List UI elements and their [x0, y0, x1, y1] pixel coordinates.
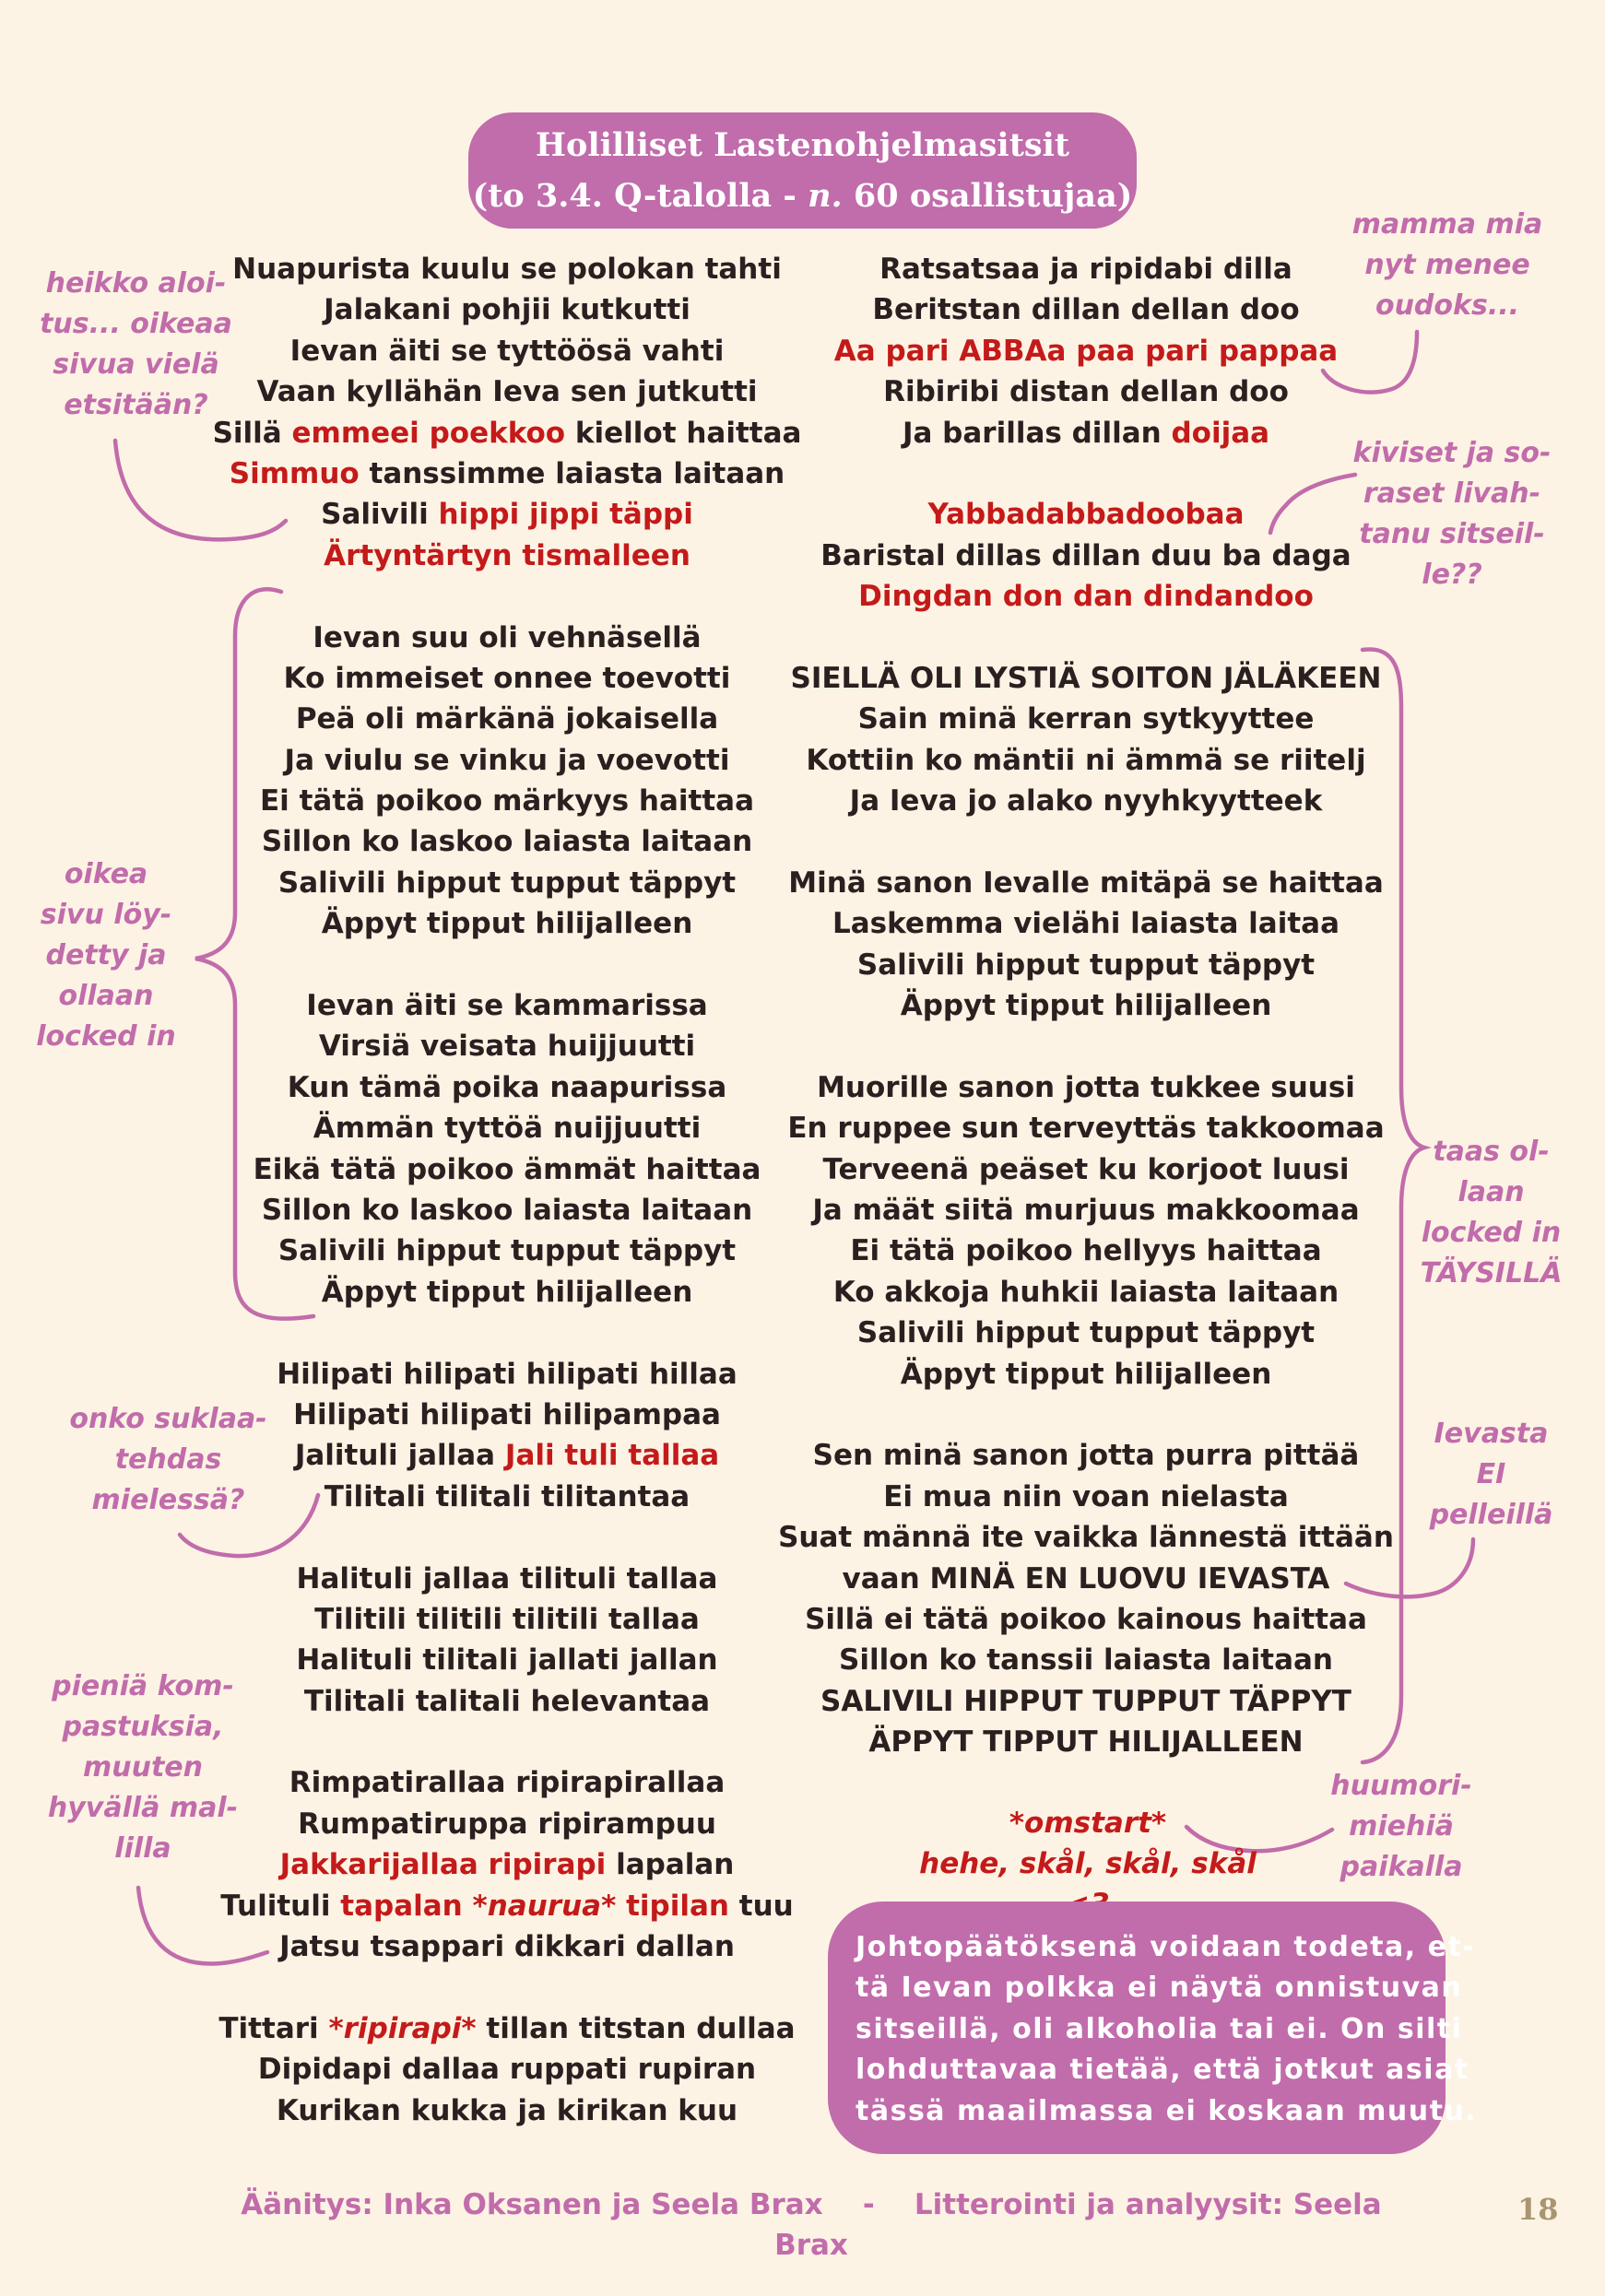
lyric-highlight: tapalan	[340, 1889, 473, 1923]
lyric-text: Sillon ko laskoo laiasta laitaan	[261, 1193, 753, 1227]
lyric-text: Salivili	[321, 498, 439, 532]
lyric-line	[773, 1722, 1399, 1762]
note-line: sivu löy-	[40, 899, 172, 931]
lyric-text: Suat männä ite vaikka lännestä ittään	[778, 1521, 1394, 1555]
lyric-text: Virsiä veisata huijjuutti	[318, 1030, 696, 1064]
note-line: locked in	[1421, 1217, 1562, 1249]
lyric-text: Peä oli märkänä jokaisella	[295, 702, 719, 736]
lyric-text: vaan MINÄ EN LUOVU IEVASTA	[842, 1561, 1330, 1595]
note-oikea	[18, 854, 194, 1057]
lyric-text: Nuapurista kuulu se polokan tahti	[232, 253, 782, 286]
note-line: EI	[1476, 1458, 1506, 1490]
lyric-line	[773, 1640, 1399, 1680]
omstart-line-2: hehe, skål, skål, skål	[919, 1847, 1257, 1880]
lyric-line	[773, 1067, 1399, 1108]
lyric-text: Vaan kyllähän Ieva sen jutkutti	[256, 375, 758, 409]
lyric-text: Äppyt tipput hilijalleen	[321, 907, 693, 941]
lyric-text: Jalakani pohjii kutkutti	[324, 293, 690, 327]
note-line: pastuksia,	[62, 1711, 224, 1743]
lyric-line	[773, 1681, 1399, 1722]
lyric-text: Kun tämä poika naapurissa	[287, 1070, 727, 1104]
lyric-highlight: hippi jippi täppi	[438, 498, 693, 532]
stanza-gap	[212, 945, 802, 985]
lyric-line	[212, 1395, 802, 1435]
title-line-1: Holilliset Lastenohjelmasitsit	[535, 126, 1070, 164]
note-line: lilla	[114, 1832, 171, 1865]
lyric-line	[212, 821, 802, 862]
lyric-text: Ribiribi distan dellan doo	[883, 375, 1289, 409]
lyric-line	[212, 1762, 802, 1803]
footer-credits	[240, 2184, 1383, 2266]
lyric-line	[773, 1230, 1399, 1271]
note-line: TÄYSILLÄ	[1420, 1257, 1563, 1289]
lyric-text: Ievan äiti se kammarissa	[306, 989, 708, 1023]
lyric-line	[773, 413, 1399, 453]
lyric-line	[773, 536, 1399, 576]
lyric-text: tanssimme laiasta laitaan	[359, 456, 785, 490]
lyric-highlight: doijaa	[1171, 416, 1270, 450]
lyric-text: Kurikan kukka ja kirikan kuu	[276, 2093, 738, 2127]
note-line: locked in	[36, 1020, 176, 1053]
lyric-line	[773, 1477, 1399, 1517]
footer-separator: -	[862, 2188, 875, 2221]
lyric-text: Sillon ko tanssii laiasta laitaan	[839, 1643, 1333, 1678]
note-huumori	[1309, 1766, 1493, 1888]
conclusion-box	[828, 1902, 1478, 2154]
note-line: onko suklaa-	[69, 1403, 267, 1435]
lyric-line	[773, 1190, 1399, 1230]
lyrics-right-column	[773, 249, 1399, 1762]
lyric-text: Dipidapi dallaa ruppati rupiran	[257, 2053, 757, 2087]
lyric-line	[212, 2090, 802, 2131]
lyric-line	[212, 1108, 802, 1148]
lyric-text: Salivili hipput tupput täppyt	[856, 1316, 1316, 1350]
page-number: 18	[1517, 2192, 1559, 2227]
note-line: le??	[1422, 559, 1482, 591]
lyric-line	[773, 371, 1399, 412]
lyric-text: Tilitali tilitali tilitantaa	[324, 1479, 690, 1513]
lyric-line	[773, 331, 1399, 371]
note-line: mamma mia	[1351, 208, 1543, 241]
lyric-text: En ruppee sun terveyttäs takkoomaa	[787, 1112, 1385, 1146]
lyric-text: Salivili hipput tupput täppyt	[277, 865, 737, 900]
lyric-line	[212, 1190, 802, 1230]
lyric-line	[773, 1435, 1399, 1476]
note-line: hyvällä mal-	[47, 1792, 239, 1824]
lyric-highlight: Dingdan don dan dindandoo	[858, 580, 1314, 614]
lyric-line	[212, 903, 802, 944]
note-line: Ievasta	[1434, 1418, 1549, 1450]
footer-transcription: Litterointi ja analyysit: Seela Brax	[774, 2188, 1382, 2262]
lyric-line	[212, 781, 802, 821]
lyric-line	[212, 289, 802, 330]
lyric-text: Ei tätä poikoo hellyys haittaa	[850, 1234, 1322, 1268]
lyric-text: Ja määt siitä murjuus makkoomaa	[812, 1193, 1360, 1227]
lyric-line	[773, 1149, 1399, 1190]
note-line: kiviset ja so-	[1352, 437, 1552, 469]
lyric-text: Ko akkoja huhkii laiasta laitaan	[832, 1275, 1339, 1309]
lyric-text: Ja viulu se vinku ja voevotti	[284, 743, 730, 777]
lyric-line	[212, 249, 802, 289]
note-line: oudoks...	[1375, 289, 1520, 322]
lyric-text: Ko immeiset onnee toevotti	[283, 661, 731, 695]
note-pienia	[23, 1666, 263, 1869]
lyric-line	[773, 1517, 1399, 1558]
note-line: ollaan	[58, 980, 154, 1012]
lyric-line	[212, 740, 802, 781]
lyric-line	[212, 1559, 802, 1599]
note-line: mielessä?	[91, 1484, 245, 1516]
lyric-line	[212, 1844, 802, 1885]
lyric-line	[212, 2049, 802, 2090]
lyric-text: Muorille sanon jotta tukkee suusi	[817, 1070, 1355, 1104]
note-line: tanu sitseil-	[1359, 518, 1545, 550]
lyric-highlight: *naurua*	[472, 1889, 617, 1923]
lyric-line	[212, 1435, 802, 1476]
lyric-text: Rumpatiruppa ripirampuu	[298, 1807, 716, 1841]
lyric-line	[212, 1926, 802, 1967]
lyric-line	[773, 1272, 1399, 1313]
note-line: paikalla	[1339, 1851, 1463, 1883]
stanza-gap	[212, 1967, 802, 2008]
note-line: huumori-	[1330, 1770, 1472, 1802]
stanza-gap	[212, 1517, 802, 1558]
lyric-line	[212, 1067, 802, 1108]
note-line: muuten	[82, 1751, 204, 1784]
lyric-line	[212, 1477, 802, 1517]
lyric-line	[773, 740, 1399, 781]
lyric-line	[212, 1599, 802, 1640]
lyric-line	[212, 863, 802, 903]
lyric-text: Salivili hipput tupput täppyt	[856, 948, 1316, 982]
lyric-line	[773, 699, 1399, 739]
lyric-line	[212, 1026, 802, 1066]
conclusion-line: Johtopäätöksenä voidaan todeta, et-	[856, 1931, 1476, 1963]
lyric-text: Ievan äiti se tyttöösä vahti	[289, 334, 725, 368]
lyric-text: tuu	[728, 1889, 794, 1923]
lyric-text: Äppyt tipput hilijalleen	[900, 1357, 1272, 1391]
lyric-text: Minä sanon Ievalle mitäpä se haittaa	[788, 865, 1384, 900]
lyric-highlight: emmeei poekkoo	[291, 416, 566, 450]
note-line: heikko aloi-	[45, 267, 227, 300]
lyric-highlight: Simmuo	[229, 456, 360, 490]
stanza-gap	[773, 1026, 1399, 1066]
conclusion-line: tässä maailmassa ei koskaan muutu.	[856, 2094, 1478, 2127]
lyric-text: Sillon ko laskoo laiasta laitaan	[261, 825, 753, 859]
lyric-text: Eikä tätä poikoo ämmät haittaa	[253, 1152, 761, 1186]
lyric-text: Terveenä peäset ku korjoot luusi	[822, 1152, 1350, 1186]
lyric-line	[773, 781, 1399, 821]
note-line: detty ja	[45, 939, 167, 971]
lyric-line	[212, 985, 802, 1026]
lyric-text: Halituli jallaa tilituli tallaa	[296, 1561, 718, 1595]
lyric-highlight: Yabbadabbadoobaa	[927, 498, 1245, 532]
lyric-line	[773, 1599, 1399, 1640]
lyric-text: tillan titstan dullaa	[476, 2011, 796, 2045]
lyric-highlight: *ripirapi*	[328, 2011, 477, 2045]
lyric-text: ÄPPYT TIPPUT HILIJALLEEN	[868, 1725, 1304, 1760]
note-line: pelleillä	[1429, 1499, 1553, 1531]
lyric-text: Ei mua niin voan nielasta	[883, 1479, 1289, 1513]
lyric-text: Rimpatirallaa ripirapirallaa	[289, 1766, 726, 1800]
lyric-line	[773, 576, 1399, 617]
conclusion-line: sitseillä, oli alkoholia tai ei. On silti	[856, 2012, 1463, 2045]
lyric-text: Sillä ei tätä poikoo kainous haittaa	[805, 1602, 1367, 1636]
lyric-highlight: Aa pari ABBAa paa pari pappaa	[833, 334, 1339, 368]
lyric-text: Beritstan dillan dellan doo	[872, 293, 1300, 327]
lyric-text: kiellot haittaa	[565, 416, 802, 450]
stanza-gap	[212, 1313, 802, 1353]
lyric-line	[773, 945, 1399, 985]
lyric-text: Ratsatsaa ja ripidabi dilla	[879, 253, 1292, 286]
lyric-text: Sillä	[212, 416, 292, 450]
note-heikko	[28, 264, 244, 426]
lyric-line	[773, 658, 1399, 699]
note-line: taas ol-	[1433, 1136, 1550, 1168]
title-banner	[468, 112, 1137, 229]
note-line: tus... oikeaa	[40, 308, 232, 340]
omstart-line-1: *omstart*	[1009, 1807, 1167, 1840]
lyric-line	[212, 494, 802, 535]
lyric-highlight: Jakkarijallaa ripirapi	[279, 1848, 607, 1882]
note-line: nyt menee	[1364, 249, 1530, 281]
lyric-text: SALIVILI HIPPUT TUPPUT TÄPPYT	[820, 1684, 1351, 1718]
lyric-text: Salivili hipput tupput täppyt	[277, 1234, 737, 1268]
note-taas	[1410, 1132, 1572, 1294]
lyric-line	[212, 1149, 802, 1190]
conclusion-line: lohduttavaa tietää, että jotkut asiat	[856, 2054, 1469, 2087]
lyric-text: Baristal dillas dillan duu ba daga	[820, 538, 1351, 572]
lyric-line	[773, 1559, 1399, 1599]
note-line: pieniä kom-	[52, 1670, 234, 1702]
lyric-line	[773, 863, 1399, 903]
lyric-text: Jalituli jallaa	[294, 1439, 505, 1473]
lyric-line	[212, 1272, 802, 1313]
note-line: sivua vielä	[53, 348, 219, 381]
lyric-line	[212, 413, 802, 453]
lyric-text: Ja Ieva jo alako nyyhkyytteek	[849, 784, 1323, 818]
lyric-line	[212, 1640, 802, 1680]
lyric-line	[773, 289, 1399, 330]
note-line: tehdas	[114, 1443, 222, 1476]
lyric-line	[773, 985, 1399, 1026]
lyric-line	[212, 453, 802, 494]
stanza-gap	[773, 453, 1399, 494]
note-mamma	[1328, 205, 1567, 326]
lyric-text: Äppyt tipput hilijalleen	[321, 1275, 693, 1309]
lyric-text: Tilitali talitali helevantaa	[303, 1684, 711, 1718]
lyric-text: Hilipati hilipati hilipati hillaa	[277, 1357, 738, 1391]
lyric-line	[773, 249, 1399, 289]
lyric-highlight: Ärtyntärtyn tismalleen	[324, 538, 690, 572]
lyric-text: Äppyt tipput hilijalleen	[900, 989, 1272, 1023]
lyric-text: Sen minä sanon jotta purra pittää	[812, 1439, 1360, 1473]
stanza-gap	[212, 576, 802, 617]
stanza-gap	[773, 821, 1399, 862]
lyric-line	[212, 331, 802, 371]
lyric-line	[212, 618, 802, 658]
lyric-text: Halituli tilitali jallati jallan	[296, 1643, 718, 1678]
note-line: etsitään?	[64, 389, 208, 421]
note-line: oikea	[64, 858, 148, 890]
note-ievasta	[1410, 1414, 1572, 1536]
conclusion-line: tä Ievan polkka ei näytä onnistuvan	[856, 1972, 1463, 2005]
lyric-line	[212, 1681, 802, 1722]
lyric-line	[212, 699, 802, 739]
lyric-line	[773, 903, 1399, 944]
stanza-gap	[773, 618, 1399, 658]
lyric-highlight: tipilan	[616, 1889, 729, 1923]
lyric-line	[212, 2008, 802, 2049]
title-line-2: (to 3.4. Q-talolla - n. 60 osallistujaa)	[472, 177, 1133, 215]
lyric-text: Laskemma vielähi laiasta laitaa	[832, 907, 1340, 941]
lyric-text: Hilipati hilipati hilipampaa	[293, 1397, 721, 1431]
note-line: miehiä	[1349, 1810, 1454, 1843]
note-onko	[60, 1399, 277, 1521]
lyric-text: Ievan suu oli vehnäsellä	[313, 620, 702, 654]
lyric-line	[212, 1230, 802, 1271]
stanza-gap	[773, 1395, 1399, 1435]
lyric-text: Ja barillas dillan	[902, 416, 1172, 450]
lyric-line	[212, 536, 802, 576]
lyric-text: Kottiin ko mäntii ni ämmä se riitelj	[806, 743, 1366, 777]
lyric-highlight: Jali tuli tallaa	[504, 1439, 720, 1473]
lyric-text: Tulituli	[220, 1889, 341, 1923]
lyric-text: Sain minä kerran sytkyyttee	[857, 702, 1315, 736]
lyric-line	[773, 1354, 1399, 1395]
lyric-line	[773, 1108, 1399, 1148]
lyric-text: Tittari	[218, 2011, 329, 2045]
lyric-line	[212, 1804, 802, 1844]
lyric-text: Ämmän tyttöä nuijjuutti	[313, 1112, 702, 1146]
lyric-text: Jatsu tsappari dikkari dallan	[279, 1930, 735, 1964]
note-line: laan	[1457, 1176, 1525, 1208]
lyric-line	[212, 658, 802, 699]
note-line: raset livah-	[1363, 477, 1541, 510]
lyric-line	[212, 1354, 802, 1395]
lyric-text: Tilitili tilitili tilitili tallaa	[314, 1602, 700, 1636]
lyric-line	[773, 1313, 1399, 1353]
lyric-text: SIELLÄ OLI LYSTIÄ SOITON JÄLÄKEEN	[790, 661, 1382, 695]
lyrics-left-column	[212, 249, 802, 2131]
lyric-line	[212, 371, 802, 412]
footer-recording: Äänitys: Inka Oksanen ja Seela Brax	[241, 2188, 823, 2221]
stanza-gap	[212, 1722, 802, 1762]
note-kiviset	[1337, 433, 1567, 595]
lyric-line	[212, 1886, 802, 1926]
lyric-line	[773, 494, 1399, 535]
lyric-text: lapalan	[606, 1848, 735, 1882]
lyric-text: Ei tätä poikoo märkyys haittaa	[259, 784, 755, 818]
